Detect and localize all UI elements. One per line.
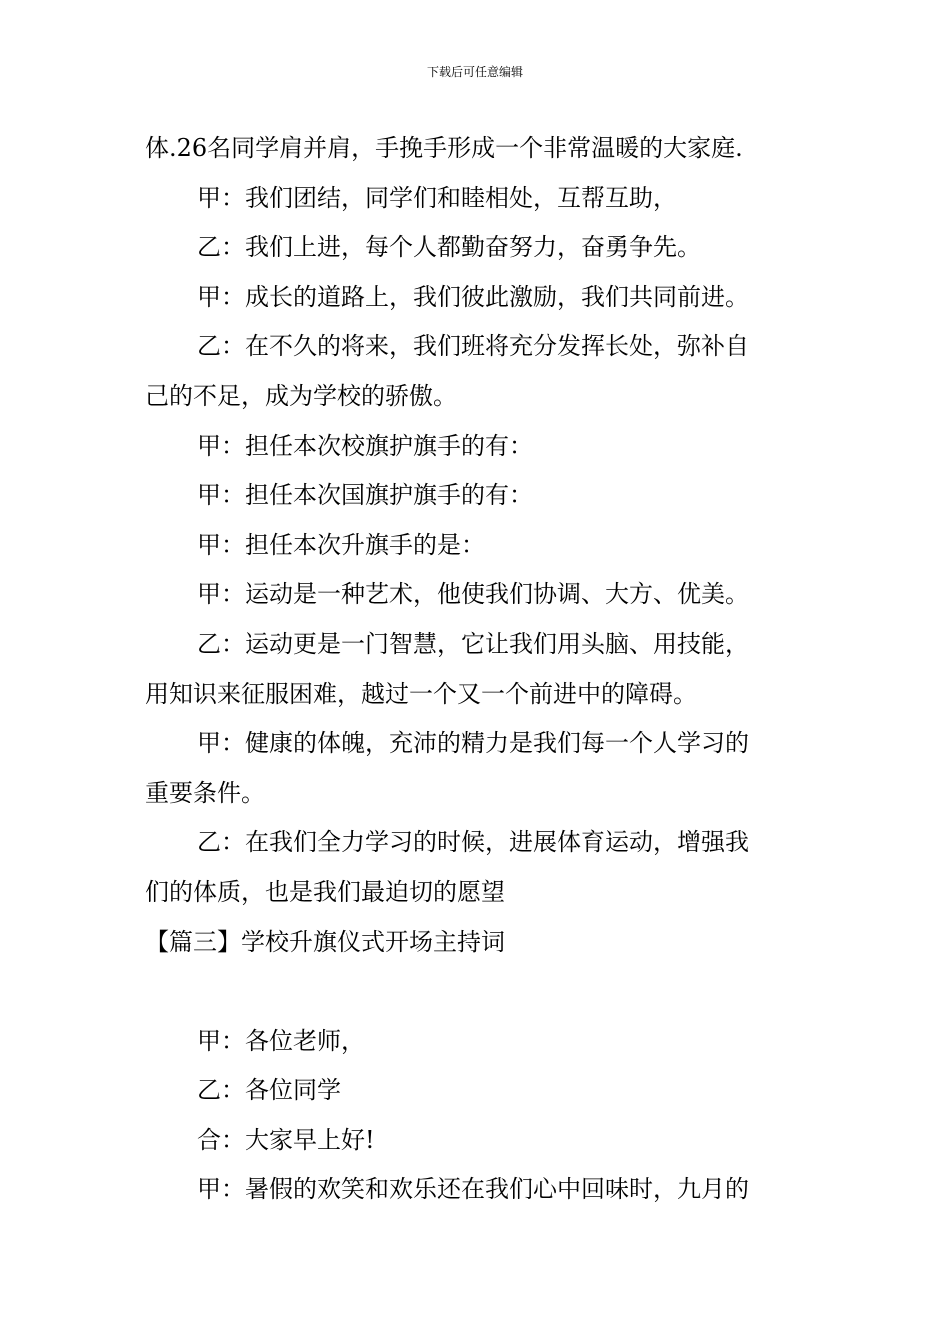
- paragraph-line: 甲：担任本次升旗手的是：: [197, 530, 485, 559]
- paragraph-line: 乙：在不久的将来，我们班将充分发挥长处，弥补自: [197, 332, 749, 361]
- paragraph-line: 甲：健康的体魄，充沛的精力是我们每一个人学习的: [197, 729, 749, 758]
- paragraph-line: 体.26名同学肩并肩，手挽手形成一个非常温暖的大家庭.: [145, 134, 743, 162]
- paragraph-line: 甲：运动是一种艺术，他使我们协调、大方、优美。: [197, 580, 749, 609]
- blank-line: [145, 967, 810, 1017]
- paragraph-line: 们的体质，也是我们最迫切的愿望: [145, 877, 505, 906]
- section-heading: 【篇三】学校升旗仪式开场主持词: [145, 927, 505, 956]
- paragraph-line: 重要条件。: [145, 778, 265, 807]
- paragraph-line: 甲：担任本次校旗护旗手的有：: [197, 431, 533, 460]
- document-body: [145, 124, 810, 1215]
- paragraph-line: 合：大家早上好!: [197, 1125, 375, 1154]
- paragraph-line: 甲：各位老师，: [197, 1026, 365, 1055]
- paragraph-line: 甲：成长的道路上，我们彼此激励，我们共同前进。: [197, 282, 749, 311]
- paragraph-line: 甲：暑假的欢笑和欢乐还在我们心中回味时，九月的: [197, 1175, 749, 1204]
- paragraph-line: 甲：担任本次国旗护旗手的有：: [197, 481, 533, 510]
- paragraph-line: 乙：我们上进，每个人都勤奋努力，奋勇争先。: [197, 233, 701, 262]
- paragraph-line: 乙：各位同学: [197, 1076, 341, 1105]
- paragraph-line: 用知识来征服困难，越过一个又一个前进中的障碍。: [145, 679, 697, 708]
- page-header-note: 下载后可任意编辑: [426, 65, 523, 79]
- paragraph-line: 己的不足，成为学校的骄傲。: [145, 381, 457, 410]
- paragraph-line: 甲：我们团结，同学们和睦相处，互帮互助，: [197, 183, 677, 212]
- paragraph-line: 乙：在我们全力学习的时候，进展体育运动，增强我: [197, 828, 749, 857]
- paragraph-line: 乙：运动更是一门智慧，它让我们用头脑、用技能，: [197, 629, 749, 658]
